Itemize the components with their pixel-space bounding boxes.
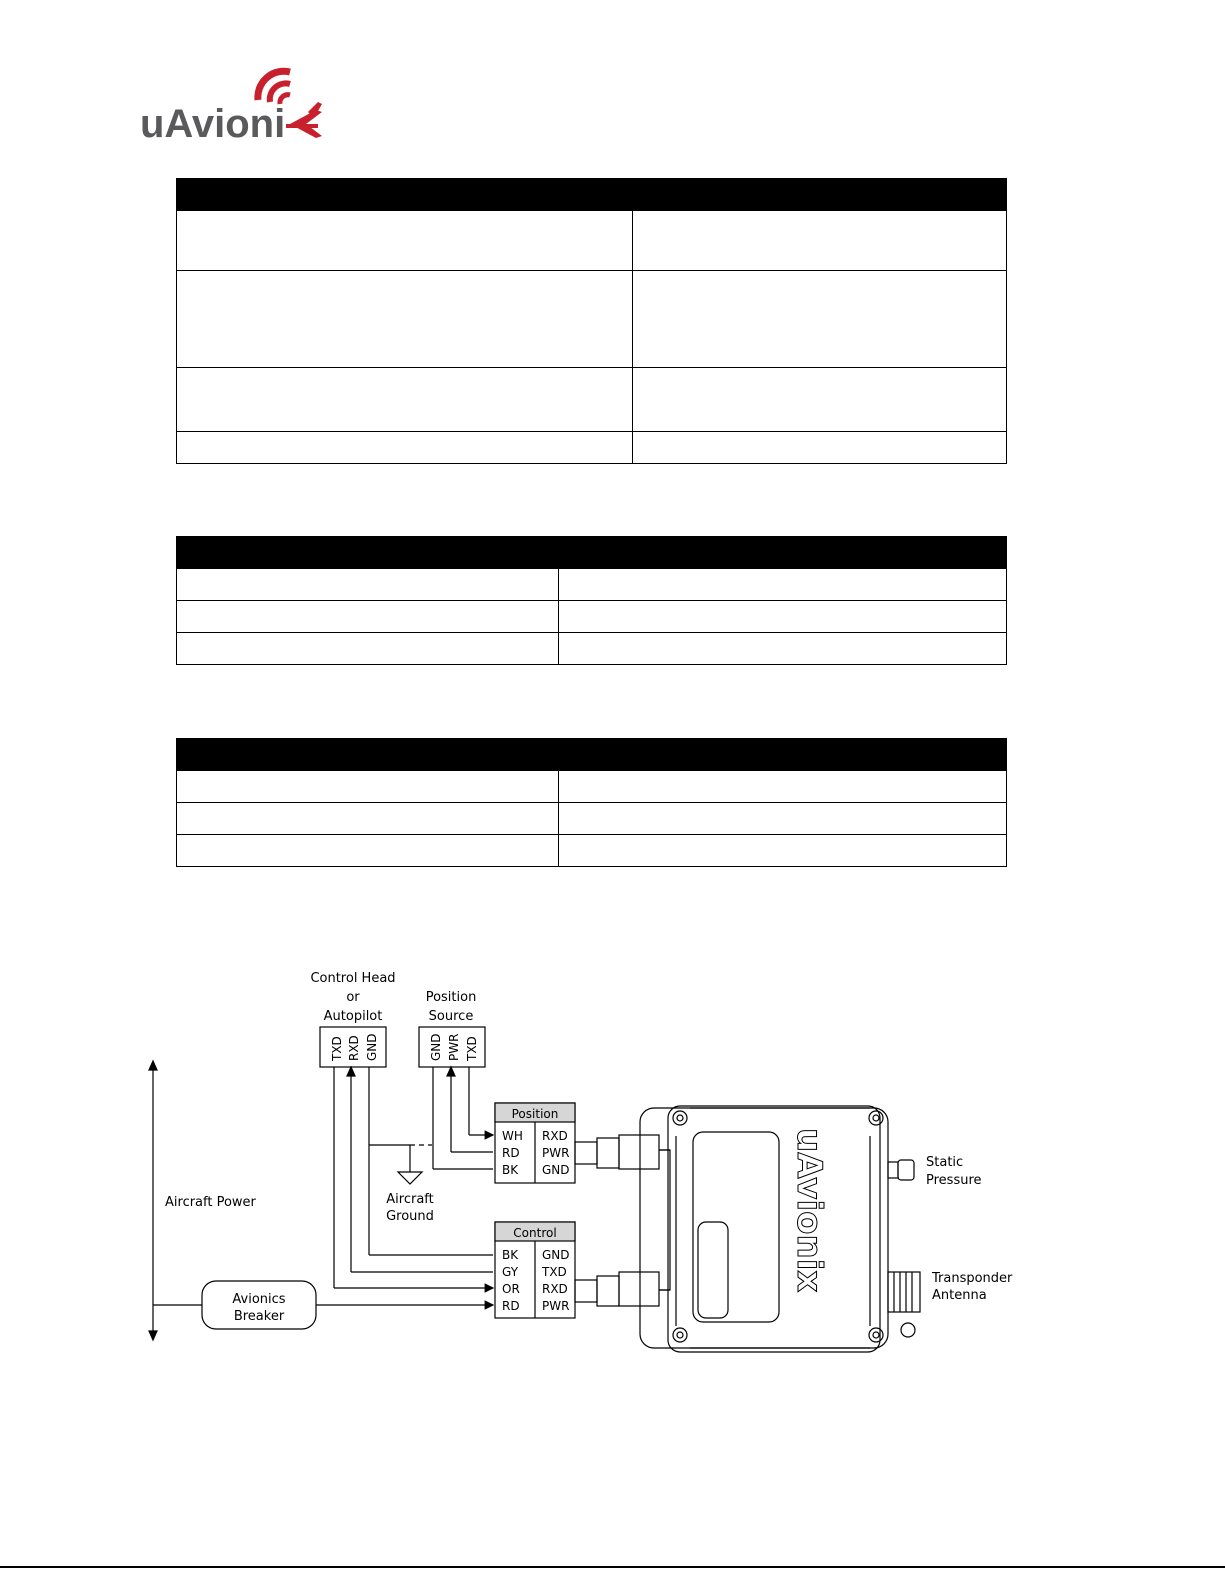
table-row — [177, 211, 1007, 271]
table-cell — [177, 771, 559, 803]
pin-label: OR — [502, 1282, 520, 1296]
pin-label: PWR — [447, 1033, 461, 1061]
control-connector-title: Control — [513, 1226, 557, 1240]
table-cell — [559, 803, 1007, 835]
table-row — [177, 601, 1007, 633]
table-row — [177, 835, 1007, 867]
pin-label: GND — [542, 1163, 570, 1177]
table-cell — [559, 771, 1007, 803]
table-header — [177, 179, 1007, 211]
position-source-label: Source — [428, 1009, 474, 1024]
pin-label: RXD — [542, 1282, 568, 1296]
uavionix-logo — [140, 62, 340, 147]
aircraft-power-label: Aircraft Power — [165, 1195, 256, 1210]
control-head-label: or — [346, 990, 360, 1005]
svg-text:uAvioni: uAvioni — [140, 102, 286, 146]
table-row — [177, 271, 1007, 368]
control-head-label: Autopilot — [323, 1009, 383, 1024]
table-cell — [177, 601, 559, 633]
pin-label: TXD — [465, 1036, 479, 1061]
table-cell — [633, 368, 1007, 432]
table-cell — [177, 835, 559, 867]
pin-label: RD — [502, 1146, 520, 1160]
aircraft-ground-label: Ground — [386, 1209, 434, 1224]
pin-label: TXD — [542, 1265, 567, 1279]
table-row — [177, 633, 1007, 665]
pin-label: GND — [429, 1033, 443, 1061]
pin-label: RXD — [347, 1035, 361, 1061]
pin-label: GND — [365, 1033, 379, 1061]
pin-label: PWR — [542, 1299, 570, 1313]
transponder-device — [640, 1106, 915, 1352]
table-header — [177, 537, 1007, 569]
pin-label: BK — [502, 1248, 519, 1262]
airplane-icon — [286, 102, 322, 138]
table-row — [177, 569, 1007, 601]
aircraft-ground-label: Aircraft — [386, 1192, 434, 1207]
table-cell — [177, 803, 559, 835]
spec-table-2 — [176, 536, 1007, 665]
spec-table-3 — [176, 738, 1007, 867]
transponder-antenna-label: Transponder — [932, 1271, 1013, 1286]
breaker-label: Avionics — [232, 1292, 286, 1307]
position-source-label: Position — [425, 990, 477, 1005]
pin-label: GY — [502, 1265, 519, 1279]
pin-label: RXD — [542, 1129, 568, 1143]
wiring-diagram — [130, 960, 1030, 1360]
spec-table-1 — [176, 178, 1007, 464]
breaker-label: Breaker — [233, 1309, 285, 1324]
table-cell — [177, 569, 559, 601]
table-row — [177, 368, 1007, 432]
static-pressure-port — [888, 1162, 898, 1178]
table-cell — [633, 211, 1007, 271]
static-pressure-label: Static — [926, 1155, 964, 1170]
table-cell — [559, 569, 1007, 601]
table-cell — [177, 368, 633, 432]
pin-label: WH — [502, 1129, 523, 1143]
transponder-antenna-label: Antenna — [932, 1288, 987, 1303]
logo-graphic — [140, 62, 340, 147]
table-row — [177, 432, 1007, 464]
static-pressure-label: Pressure — [926, 1173, 982, 1188]
table-cell — [559, 601, 1007, 633]
pin-label: GND — [542, 1248, 570, 1262]
table-row — [177, 771, 1007, 803]
position-connector-title: Position — [511, 1107, 559, 1121]
table-cell — [177, 633, 559, 665]
table-cell — [177, 432, 633, 464]
pin-label: BK — [502, 1163, 519, 1177]
table-cell — [633, 432, 1007, 464]
table-row — [177, 803, 1007, 835]
table-header — [177, 739, 1007, 771]
pin-label: TXD — [330, 1036, 344, 1061]
table-cell — [633, 271, 1007, 368]
table-cell — [559, 835, 1007, 867]
table-cell — [559, 633, 1007, 665]
table-cell — [177, 271, 633, 368]
pin-label: PWR — [542, 1146, 570, 1160]
device-logo: uAvionix — [789, 1128, 829, 1293]
page-footer-rule — [0, 1566, 1225, 1568]
table-cell — [177, 211, 633, 271]
transponder-antenna-connector — [888, 1272, 920, 1312]
pin-label: RD — [502, 1299, 520, 1313]
control-head-label: Control Head — [310, 971, 396, 986]
